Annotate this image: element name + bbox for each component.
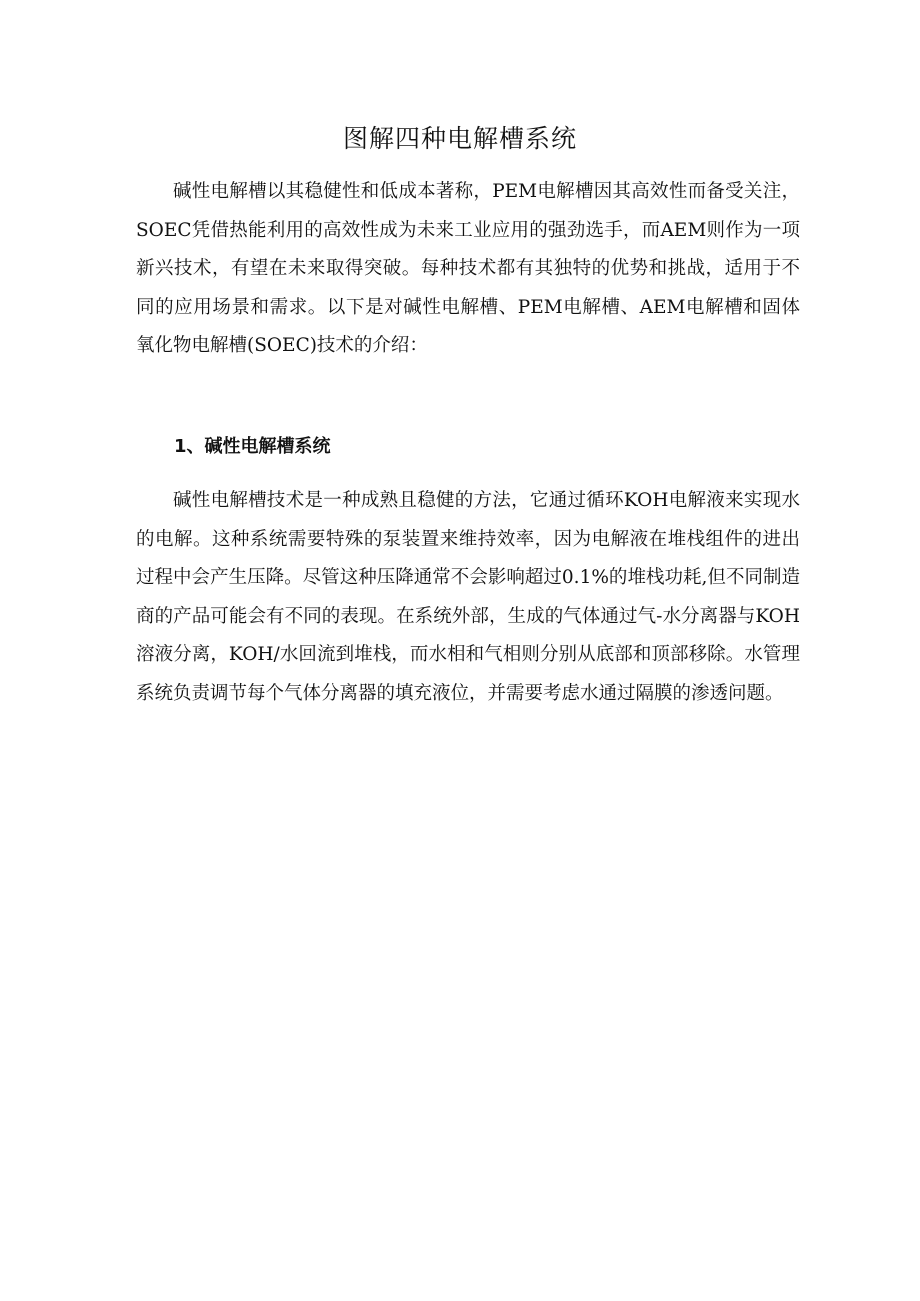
- intro-paragraph: 碱性电解槽以其稳健性和低成本著称，PEM电解槽因其高效性而备受关注，SOEC凭借热能利用的高效性成为未来工业应用的强劲选手，而AEM则作为一项新兴技术，有望在未来取得突破。每种技术都有其独特的优势和挑战，适用于不同的应用场景和需求。以下是对碱性电解槽、PEM电解槽、AEM电解槽和固体氧化物电解槽(SOEC)技术的介绍：: [136, 181, 800, 357]
- section-body-alkaline: 碱性电解槽技术是一种成熟且稳健的方法，它通过循环KOH电解液来实现水的电解。这种系统需要特殊的泵装置来维持效率，因为电解液在堆栈组件的进出过程中会产生压降。尽管这种压降通常不会影响超过0.1%的堆栈功耗,但不同制造商的产品可能会有不同的表现。在系统外部，生成的气体通过气-水分离器与KOH溶液分离，KOH/水回流到堆栈，而水相和气相则分别从底部和顶部移除。水管理系统负责调节每个气体分离器的填充液位，并需要考虑水通过隔膜的渗透问题。: [136, 490, 800, 704]
- section-heading-alkaline: 1、碱性电解槽系统: [174, 436, 331, 457]
- document-title: 图解四种电解槽系统: [342, 124, 577, 153]
